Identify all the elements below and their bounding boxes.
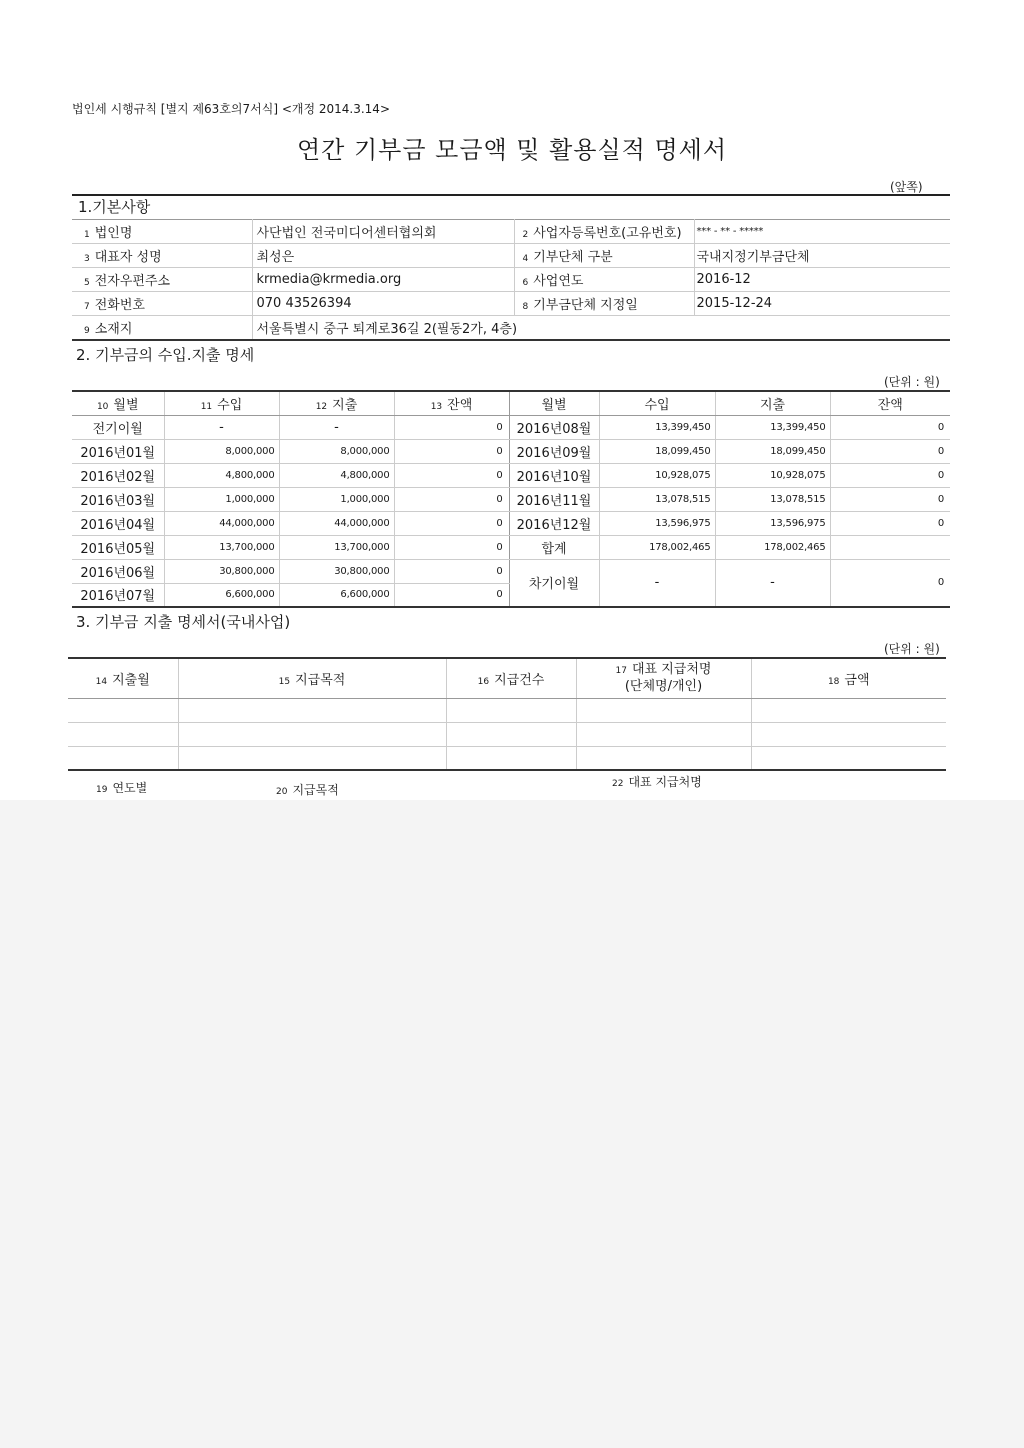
document-title: 연간 기부금 모금액 및 활용실적 명세서 bbox=[296, 136, 728, 164]
expense-cell: 1,000,000 bbox=[279, 487, 394, 511]
phone-number: 070 43526394 bbox=[252, 292, 514, 316]
expense-cell: 4,800,000 bbox=[279, 463, 394, 487]
month-cell: 2016년10월 bbox=[509, 463, 599, 487]
form-reference: 법인세 시행규칙 [별지 제63호의7서식] <개정 2014.3.14> bbox=[72, 102, 390, 116]
empty-cell bbox=[68, 746, 178, 770]
expense-cell: 13,700,000 bbox=[279, 535, 394, 559]
empty-cell bbox=[178, 698, 446, 722]
section3-unit: (단위 : 원) bbox=[884, 642, 940, 656]
expense-cell: - bbox=[279, 415, 394, 439]
basic-info-row bbox=[72, 292, 950, 316]
expense-cell: 13,596,975 bbox=[715, 511, 830, 535]
month-cell: 2016년12월 bbox=[509, 511, 599, 535]
empty-cell bbox=[446, 698, 576, 722]
basic-info-row bbox=[72, 268, 950, 292]
address-value: 서울특별시 중구 퇴계로36길 2(필동2가, 4층) bbox=[252, 316, 950, 340]
month-cell: 2016년08월 bbox=[509, 415, 599, 439]
table-row bbox=[72, 439, 950, 463]
col-header-purpose: 15 지급목적 bbox=[178, 658, 446, 698]
section3-heading: 3. 기부금 지출 명세서(국내사업) bbox=[76, 613, 291, 631]
col-header-expense: 12 지출 bbox=[279, 391, 394, 415]
section2-heading: 2. 기부금의 수입.지출 명세 bbox=[76, 346, 255, 364]
income-cell: - bbox=[164, 415, 279, 439]
balance-cell: 0 bbox=[394, 463, 509, 487]
income-cell: 44,000,000 bbox=[164, 511, 279, 535]
balance-cell: 0 bbox=[394, 535, 509, 559]
month-cell: 2016년04월 bbox=[72, 511, 164, 535]
field-label: 6 사업연도 bbox=[514, 268, 694, 292]
expense-cell: 30,800,000 bbox=[279, 559, 394, 583]
total-expense: 178,002,465 bbox=[715, 535, 830, 559]
month-cell: 2016년05월 bbox=[72, 535, 164, 559]
col-header-income-2: 수입 bbox=[599, 391, 715, 415]
basic-info-row bbox=[72, 244, 950, 268]
next-header-purpose: 20 지급목적 bbox=[276, 783, 339, 797]
table-row bbox=[72, 463, 950, 487]
table-row bbox=[72, 487, 950, 511]
balance-cell: 0 bbox=[830, 463, 950, 487]
income-cell: 10,928,075 bbox=[599, 463, 715, 487]
table-row bbox=[72, 559, 950, 583]
balance-cell: 0 bbox=[394, 415, 509, 439]
col-header-expense-2: 지출 bbox=[715, 391, 830, 415]
field-label: 2 사업자등록번호(고유번호) bbox=[514, 220, 694, 244]
carry-forward-balance: 0 bbox=[830, 559, 950, 607]
col-header-balance: 13 잔액 bbox=[394, 391, 509, 415]
basic-info-row bbox=[72, 220, 950, 244]
next-header-year: 19 연도별 bbox=[96, 781, 148, 795]
field-label: 7 전화번호 bbox=[72, 292, 252, 316]
balance-cell: 0 bbox=[394, 439, 509, 463]
empty-cell bbox=[751, 746, 946, 770]
table-row bbox=[72, 511, 950, 535]
domestic-expense-table bbox=[68, 657, 946, 771]
col-header-month-2: 월별 bbox=[509, 391, 599, 415]
month-cell: 2016년07월 bbox=[72, 583, 164, 607]
empty-cell bbox=[751, 698, 946, 722]
income-cell: 6,600,000 bbox=[164, 583, 279, 607]
corporation-name: 사단법인 전국미디어센터협의회 bbox=[252, 220, 514, 244]
table-row bbox=[72, 415, 950, 439]
income-expense-table bbox=[72, 390, 950, 608]
income-cell: 4,800,000 bbox=[164, 463, 279, 487]
address-row bbox=[72, 316, 950, 340]
empty-cell bbox=[576, 746, 751, 770]
expense-cell: 18,099,450 bbox=[715, 439, 830, 463]
email-address: krmedia@krmedia.org bbox=[252, 268, 514, 292]
basic-info-table bbox=[72, 219, 950, 341]
expense-cell: 6,600,000 bbox=[279, 583, 394, 607]
carry-forward-expense: - bbox=[715, 559, 830, 607]
month-cell: 2016년09월 bbox=[509, 439, 599, 463]
field-label: 3 대표자 성명 bbox=[72, 244, 252, 268]
col-header-amount: 18 금액 bbox=[751, 658, 946, 698]
col-header-expense-month: 14 지출월 bbox=[68, 658, 178, 698]
carry-forward-income: - bbox=[599, 559, 715, 607]
empty-cell bbox=[751, 722, 946, 746]
table-header-row bbox=[68, 658, 946, 698]
empty-cell bbox=[68, 698, 178, 722]
empty-cell bbox=[446, 722, 576, 746]
registration-number: *** - ** - ***** bbox=[694, 220, 950, 244]
balance-cell: 0 bbox=[830, 439, 950, 463]
designation-date: 2015-12-24 bbox=[694, 292, 950, 316]
section1-top-rule bbox=[72, 194, 950, 196]
month-cell: 2016년02월 bbox=[72, 463, 164, 487]
field-label: 9 소재지 bbox=[72, 316, 252, 340]
income-cell: 13,596,975 bbox=[599, 511, 715, 535]
balance-cell: 0 bbox=[830, 511, 950, 535]
col-header-count: 16 지급건수 bbox=[446, 658, 576, 698]
table-row bbox=[68, 698, 946, 722]
next-header-recipient: 22 대표 지급처명 bbox=[612, 775, 702, 789]
income-cell: 13,700,000 bbox=[164, 535, 279, 559]
page-side-label: (앞쪽) bbox=[890, 180, 923, 194]
expense-cell: 8,000,000 bbox=[279, 439, 394, 463]
empty-cell bbox=[576, 722, 751, 746]
col-header-balance-2: 잔액 bbox=[830, 391, 950, 415]
income-cell: 8,000,000 bbox=[164, 439, 279, 463]
total-balance bbox=[830, 535, 950, 559]
total-label: 합계 bbox=[509, 535, 599, 559]
table-row bbox=[68, 722, 946, 746]
expense-cell: 13,399,450 bbox=[715, 415, 830, 439]
col-header-income: 11 수입 bbox=[164, 391, 279, 415]
empty-cell bbox=[178, 722, 446, 746]
balance-cell: 0 bbox=[394, 559, 509, 583]
income-cell: 13,399,450 bbox=[599, 415, 715, 439]
table-header-row bbox=[72, 391, 950, 415]
empty-cell bbox=[446, 746, 576, 770]
expense-cell: 44,000,000 bbox=[279, 511, 394, 535]
month-cell: 2016년01월 bbox=[72, 439, 164, 463]
balance-cell: 0 bbox=[830, 415, 950, 439]
income-cell: 30,800,000 bbox=[164, 559, 279, 583]
income-cell: 18,099,450 bbox=[599, 439, 715, 463]
empty-cell bbox=[576, 698, 751, 722]
expense-cell: 10,928,075 bbox=[715, 463, 830, 487]
income-cell: 13,078,515 bbox=[599, 487, 715, 511]
field-label: 1 법인명 bbox=[72, 220, 252, 244]
total-income: 178,002,465 bbox=[599, 535, 715, 559]
table-row bbox=[72, 535, 950, 559]
balance-cell: 0 bbox=[394, 511, 509, 535]
organization-type: 국내지정기부금단체 bbox=[694, 244, 950, 268]
field-label: 8 기부금단체 지정일 bbox=[514, 292, 694, 316]
balance-cell: 0 bbox=[394, 487, 509, 511]
section1-heading: 1.기본사항 bbox=[78, 198, 151, 216]
empty-cell bbox=[68, 722, 178, 746]
month-cell: 2016년11월 bbox=[509, 487, 599, 511]
representative-name: 최성은 bbox=[252, 244, 514, 268]
carry-forward-label: 차기이월 bbox=[509, 559, 599, 607]
month-cell: 2016년03월 bbox=[72, 487, 164, 511]
business-year: 2016-12 bbox=[694, 268, 950, 292]
balance-cell: 0 bbox=[830, 487, 950, 511]
col-header-month: 10 월별 bbox=[72, 391, 164, 415]
expense-cell: 13,078,515 bbox=[715, 487, 830, 511]
month-cell: 2016년06월 bbox=[72, 559, 164, 583]
month-cell: 전기이월 bbox=[72, 415, 164, 439]
col-header-recipient: 17 대표 지급처명 (단체명/개인) bbox=[576, 658, 751, 698]
balance-cell: 0 bbox=[394, 583, 509, 607]
section2-unit: (단위 : 원) bbox=[884, 375, 940, 389]
field-label: 5 전자우편주소 bbox=[72, 268, 252, 292]
field-label: 4 기부단체 구분 bbox=[514, 244, 694, 268]
table-row bbox=[68, 746, 946, 770]
empty-cell bbox=[178, 746, 446, 770]
income-cell: 1,000,000 bbox=[164, 487, 279, 511]
